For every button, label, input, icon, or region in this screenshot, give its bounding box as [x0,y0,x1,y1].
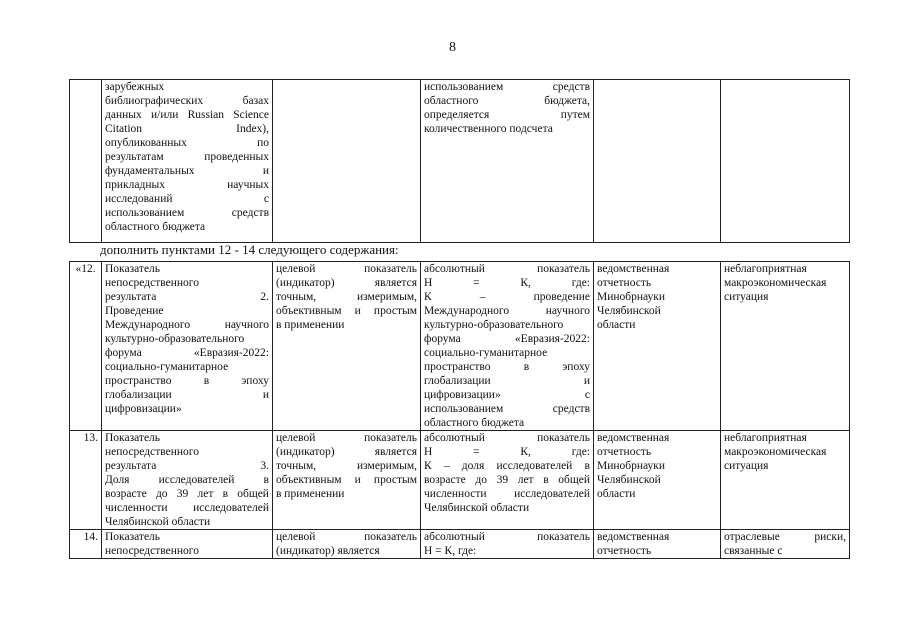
cell-line: Доля исследователей в [105,474,269,486]
cell-line: отчетность [597,545,652,557]
cell-line: культурно-образовательного [105,333,245,345]
cell-risks [721,431,850,530]
cell-line: глобализации и [105,389,269,401]
cell-line: неблагоприятная [724,263,807,275]
cell-line: областного бюджета [424,417,525,429]
cell-line: Показатель [105,263,161,275]
cell-line: фундаментальных и [105,165,269,177]
cell-line: данных и/или Russian Science [105,109,269,121]
cell-line: количественного подсчета [424,123,553,135]
cell-line: исследований с [105,193,269,205]
cell-line: использованием средств [424,403,590,415]
cell-line: областного бюджета [105,221,206,233]
cell-line: (индикатор) является [276,277,417,289]
cell-line: форума «Евразия-2022: [424,333,590,345]
cell-line: ситуация [724,460,769,472]
cell-indicator [102,262,273,431]
cell-method [421,262,594,431]
cell-line: определяется путем [424,109,590,121]
cell-source [594,431,721,530]
cell-source [594,530,721,559]
cell-line: макроэкономическая [724,446,827,458]
cell-line: использованием средств [105,207,269,219]
cell-line: Международного научного [424,305,590,317]
cell-line: отчетность [597,277,652,289]
cell-risks [721,262,850,431]
cell-characteristic [273,262,421,431]
cell-source [594,80,721,243]
cell-line: непосредственного [105,277,199,289]
cell-line: Показатель [105,531,161,543]
cell-line: пространство в эпоху [105,375,269,387]
indicators-table [69,261,850,559]
cell-line: точным, измеримым, [276,460,417,472]
cell-risks [721,80,850,243]
cell-line: цифровизации» [105,403,182,415]
cell-line: области [597,319,636,331]
row-number: 13. [70,431,102,530]
cell-indicator [102,431,273,530]
cell-line: численности исследователей [105,502,269,514]
cell-line: возрасте до 39 лет в общей [105,488,269,500]
cell-line: К – доля исследователей в [424,460,590,472]
cell-line: Международного научного [105,319,269,331]
cell-line: прикладных научных [105,179,269,191]
cell-line: глобализации и [424,375,590,387]
cell-num [70,80,102,243]
cell-line: К – проведение [424,291,590,303]
cell-line: Челябинской области [105,516,211,528]
cell-indicator [102,530,273,559]
cell-line: (индикатор) является [276,545,380,557]
continued-table [69,79,850,243]
cell-line: Показатель [105,432,161,444]
cell-indicator [102,80,273,243]
cell-line: целевой показатель [276,432,417,444]
cell-line: Н = К, где: [424,446,590,458]
cell-line: Н = К, где: [424,545,477,557]
cell-line: социально-гуманитарное [105,361,229,373]
cell-line: пространство в эпоху [424,361,590,373]
cell-line: отчетность [597,446,652,458]
row-number: 14. [70,530,102,559]
cell-line: макроэкономическая [724,277,827,289]
cell-source [594,262,721,431]
page-number: 8 [449,40,456,55]
cell-line: непосредственного [105,446,199,458]
cell-line: в применении [276,488,345,500]
cell-line: Минобрнауки [597,291,666,303]
cell-line: объективным и простым [276,305,417,317]
cell-characteristic [273,431,421,530]
cell-method [421,431,594,530]
cell-line: в применении [276,319,345,331]
cell-line: Н = К, где: [424,277,590,289]
cell-line: использованием средств [424,81,590,93]
cell-line: результатам проведенных [105,151,269,163]
cell-line: области [597,488,636,500]
cell-characteristic [273,80,421,243]
cell-line: объективным и простым [276,474,417,486]
cell-line: опубликованных по [105,137,269,149]
cell-line: результата 2. [105,291,269,303]
cell-line: Минобрнауки [597,460,666,472]
cell-line: Citation Index), [105,123,269,135]
cell-method [421,80,594,243]
cell-line: цифровизации» с [424,389,590,401]
cell-line: точным, измеримым, [276,291,417,303]
table-row [70,431,850,530]
cell-line: зарубежных [105,81,165,93]
cell-line: абсолютный показатель [424,263,590,275]
cell-line: областного бюджета, [424,95,590,107]
row-number: «12. [70,262,102,431]
cell-line: неблагоприятная [724,432,807,444]
cell-line: Проведение [105,305,164,317]
cell-line: возрасте до 39 лет в общей [424,474,590,486]
cell-line: библиографических базах [105,95,269,107]
amendment-note: дополнить пунктами 12 - 14 следующего содержания: [100,242,399,257]
cell-line: ведомственная [597,432,670,444]
table-row [70,262,850,431]
cell-line: форума «Евразия-2022: [105,347,269,359]
table-row [70,80,850,243]
cell-line: социально-гуманитарное [424,347,548,359]
cell-line: ведомственная [597,263,670,275]
table-row [70,530,850,559]
cell-line: результата 3. [105,460,269,472]
cell-line: абсолютный показатель [424,531,590,543]
cell-line: абсолютный показатель [424,432,590,444]
cell-line: Челябинской [597,474,661,486]
cell-line: отраслевые риски, [724,531,846,543]
cell-line: непосредственного [105,545,199,557]
cell-line: численности исследователей [424,488,590,500]
cell-risks [721,530,850,559]
cell-line: Челябинской [597,305,661,317]
cell-method [421,530,594,559]
cell-line: (индикатор) является [276,446,417,458]
cell-line: целевой показатель [276,531,417,543]
cell-line: целевой показатель [276,263,417,275]
cell-line: связанные с [724,545,783,557]
cell-line: Челябинской области [424,502,530,514]
cell-characteristic [273,530,421,559]
cell-line: ведомственная [597,531,670,543]
cell-line: ситуация [724,291,769,303]
cell-line: культурно-образовательного [424,319,564,331]
